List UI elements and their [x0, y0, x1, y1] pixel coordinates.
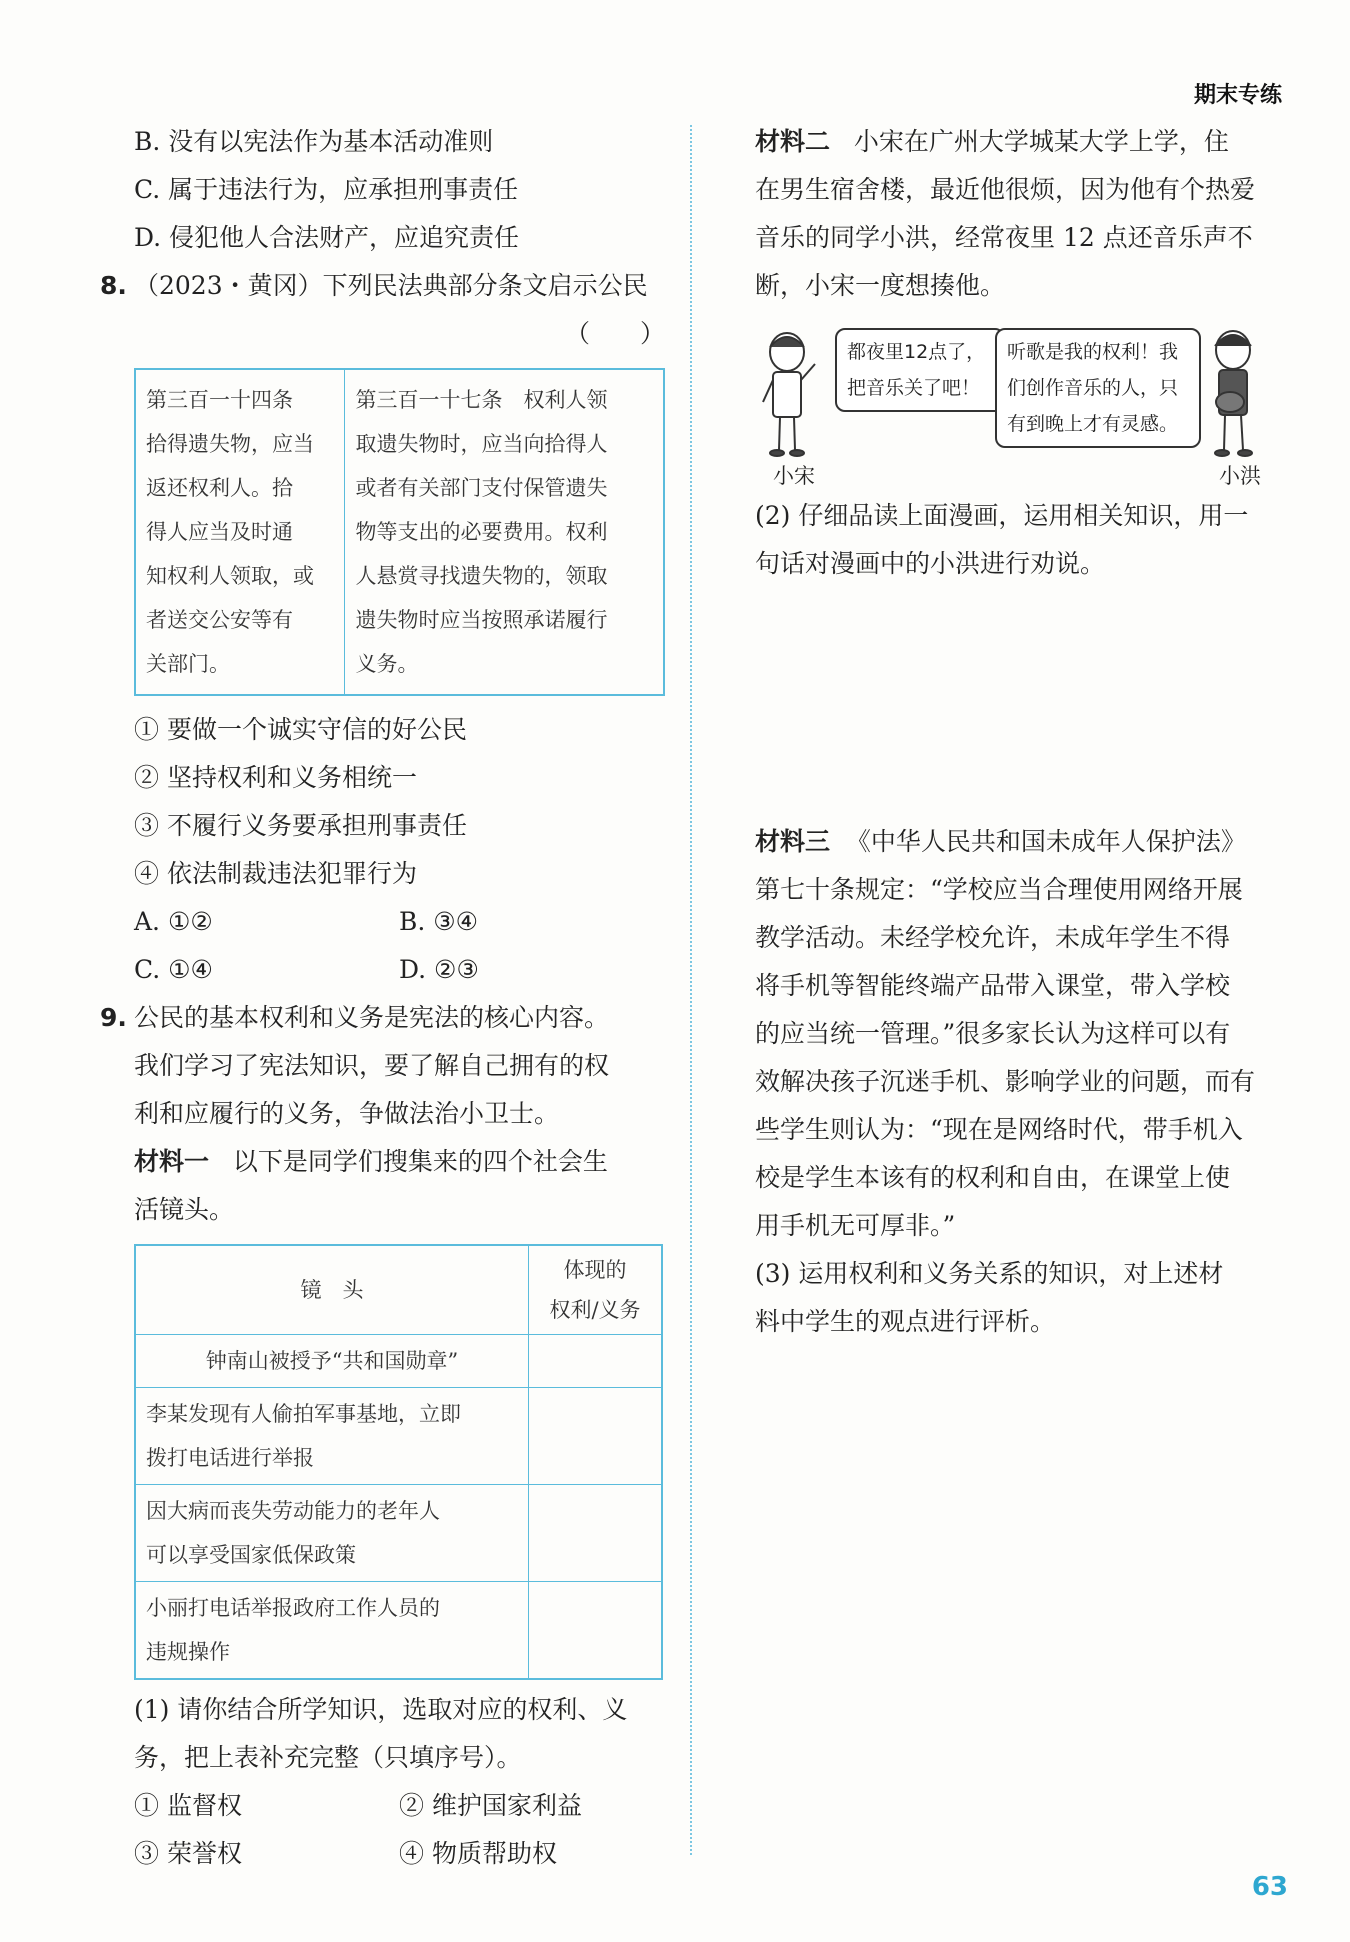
law-line: 人悬赏寻找遗失物的，领取	[355, 564, 608, 588]
option-supervision: ① 监督权	[134, 1791, 242, 1820]
material-2-text: 在男生宿舍楼，最近他很烦，因为他有个热爱	[755, 175, 1256, 204]
cartoon-illustration	[755, 322, 1280, 492]
right-column	[755, 118, 1280, 1346]
question-9-text: 我们学习了宪法知识，要了解自己拥有的权	[134, 1051, 610, 1080]
option-c: C. 属于违法行为，应承担刑事责任	[134, 175, 519, 204]
law-line: 拾得遗失物，应当	[146, 432, 314, 456]
bubble-text: 有到晚上才有灵感。	[1007, 413, 1179, 435]
table-row	[135, 1388, 662, 1485]
sub1-options-row-2	[100, 1830, 665, 1878]
choices-row-2	[100, 946, 665, 994]
answer-paren: （ ）	[564, 319, 665, 348]
material-2-text: 音乐的同学小洪，经常夜里 12 点还音乐声不	[755, 223, 1253, 252]
bubble-text: 把音乐关了吧！	[847, 377, 981, 399]
choices-row-1	[100, 898, 665, 946]
material-2-text: 断，小宋一度想揍他。	[755, 271, 1006, 300]
sub-question-3: 料中学生的观点进行评析。	[755, 1307, 1056, 1336]
scene-text: 违规操作	[146, 1640, 230, 1664]
header-text: 权利/义务	[549, 1298, 641, 1322]
law-line: 遗失物时应当按照承诺履行	[355, 608, 608, 632]
option-honor: ③ 荣誉权	[134, 1839, 242, 1868]
law-line: 返还权利人。拾	[146, 476, 293, 500]
page-number: 63	[1251, 1872, 1288, 1902]
article-317	[345, 370, 663, 694]
bubble-text: 们创作音乐的人，只	[1007, 377, 1179, 399]
statement-3: ③ 不履行义务要承担刑事责任	[134, 811, 467, 840]
scene-cell	[135, 1388, 529, 1485]
law-line: 得人应当及时通	[146, 520, 293, 544]
option-material-aid: ④ 物质帮助权	[399, 1839, 557, 1868]
material-1-text: 以下是同学们搜集来的四个社会生	[232, 1147, 608, 1176]
scene-cell	[135, 1335, 529, 1388]
answer-space[interactable]	[755, 588, 1280, 818]
material-2-text: 小宋在广州大学城某大学上学，住	[853, 127, 1229, 156]
material-3-text: 将手机等智能终端产品带入课堂，带入学校	[755, 971, 1231, 1000]
scene-cell	[135, 1485, 529, 1582]
scene-text: 钟南山被授予“共和国勋章”	[205, 1349, 459, 1373]
material-1-label: 材料一	[134, 1147, 210, 1176]
sub-question-1: (1) 请你结合所学知识，选取对应的权利、义	[134, 1695, 628, 1724]
material-3-line	[755, 818, 1280, 866]
sub-question-3: (3) 运用权利和义务关系的知识，对上述材	[755, 1259, 1224, 1288]
material-3-text: 第七十条规定：“学校应当合理使用网络开展	[755, 875, 1243, 904]
law-line: 关部门。	[146, 652, 230, 676]
choice-b: B. ③④	[399, 907, 479, 936]
table-row	[135, 1485, 662, 1582]
bubble-text: 听歌是我的权利！我	[1007, 341, 1179, 363]
table-row	[135, 1582, 662, 1680]
answer-cell[interactable]	[529, 1388, 663, 1485]
material-3-text: 效解决孩子沉迷手机、影响学业的问题，而有	[755, 1067, 1256, 1096]
bubble-text: 都夜里12点了，	[847, 341, 986, 363]
option-d: D. 侵犯他人合法财产，应追究责任	[134, 223, 520, 252]
question-8-text: （2023・黄冈）下列民法典部分条文启示公民	[134, 271, 648, 300]
material-1-line	[100, 1138, 665, 1186]
sub1-options-row-1	[100, 1782, 665, 1830]
scenes-table	[134, 1244, 663, 1680]
question-8-number: 8.	[100, 271, 127, 300]
statement-1: ① 要做一个诚实守信的好公民	[134, 715, 467, 744]
material-3-text: 些学生则认为：“现在是网络时代，带手机入	[755, 1115, 1243, 1144]
choice-a: A. ①②	[134, 907, 213, 936]
column-divider	[690, 125, 692, 1855]
law-line: 第三百一十四条	[146, 388, 293, 412]
option-b: B. 没有以宪法作为基本活动准则	[134, 127, 494, 156]
sub-question-2: 句话对漫画中的小洪进行劝说。	[755, 549, 1106, 578]
material-3-text: 《中华人民共和国未成年人保护法》	[845, 827, 1246, 856]
law-line: 义务。	[355, 652, 419, 676]
material-3-text: 的应当统一管理。”很多家长认为这样可以有	[755, 1019, 1231, 1048]
question-9-number: 9.	[100, 1003, 127, 1032]
scene-text: 李某发现有人偷拍军事基地，立即	[146, 1402, 461, 1426]
material-3-label: 材料三	[755, 827, 831, 856]
article-314	[136, 370, 345, 694]
scene-cell	[135, 1582, 529, 1680]
sub-question-2: (2) 仔细品读上面漫画，运用相关知识，用一	[755, 501, 1249, 530]
scene-text: 拨打电话进行举报	[146, 1446, 314, 1470]
table-header-row	[135, 1245, 662, 1335]
civil-code-box	[134, 368, 665, 696]
material-3-text: 教学活动。未经学校允许，未成年学生不得	[755, 923, 1231, 952]
question-9-text: 公民的基本权利和义务是宪法的核心内容。	[134, 1003, 610, 1032]
question-9-text: 利和应履行的义务，争做法治小卫士。	[134, 1099, 560, 1128]
question-9-stem	[100, 994, 665, 1042]
scene-text: 小丽打电话举报政府工作人员的	[146, 1596, 440, 1620]
table-row	[135, 1335, 662, 1388]
choice-d: D. ②③	[399, 955, 479, 984]
material-2-line	[755, 118, 1280, 166]
sub-question-1: 务，把上表补充完整（只填序号）。	[134, 1743, 522, 1772]
law-line: 者送交公安等有	[146, 608, 293, 632]
option-national-interest: ② 维护国家利益	[399, 1791, 582, 1820]
answer-cell[interactable]	[529, 1582, 663, 1680]
answer-cell[interactable]	[529, 1485, 663, 1582]
caption-xiaosong: 小宋	[773, 464, 815, 488]
scene-text: 可以享受国家低保政策	[146, 1543, 356, 1567]
law-line: 物等支出的必要费用。权利	[355, 520, 608, 544]
speech-bubble-xiaosong	[835, 328, 1005, 412]
statement-4: ④ 依法制裁违法犯罪行为	[134, 859, 417, 888]
header-scene: 镜 头	[135, 1245, 529, 1335]
question-8-stem	[100, 262, 665, 310]
running-header: 期末专练	[1193, 83, 1282, 108]
law-line: 取遗失物时，应当向拾得人	[355, 432, 608, 456]
answer-cell[interactable]	[529, 1335, 663, 1388]
choice-c: C. ①④	[134, 955, 213, 984]
material-3-text: 用手机无可厚非。”	[755, 1211, 956, 1240]
left-column	[100, 118, 665, 1878]
header-text: 体现的	[563, 1258, 627, 1282]
law-line: 第三百一十七条 权利人领	[355, 388, 608, 412]
statement-2: ② 坚持权利和义务相统一	[134, 763, 417, 792]
material-2-label: 材料二	[755, 127, 831, 156]
law-line: 或者有关部门支付保管遗失	[355, 476, 608, 500]
caption-xiaohong: 小洪	[1219, 464, 1261, 488]
scene-text: 因大病而丧失劳动能力的老年人	[146, 1499, 440, 1523]
law-line: 知权利人领取，或	[146, 564, 314, 588]
material-3-text: 校是学生本该有的权利和自由，在课堂上使	[755, 1163, 1231, 1192]
header-rights-duties	[529, 1245, 663, 1335]
material-1-text: 活镜头。	[134, 1195, 235, 1224]
speech-bubble-xiaohong	[995, 328, 1201, 448]
